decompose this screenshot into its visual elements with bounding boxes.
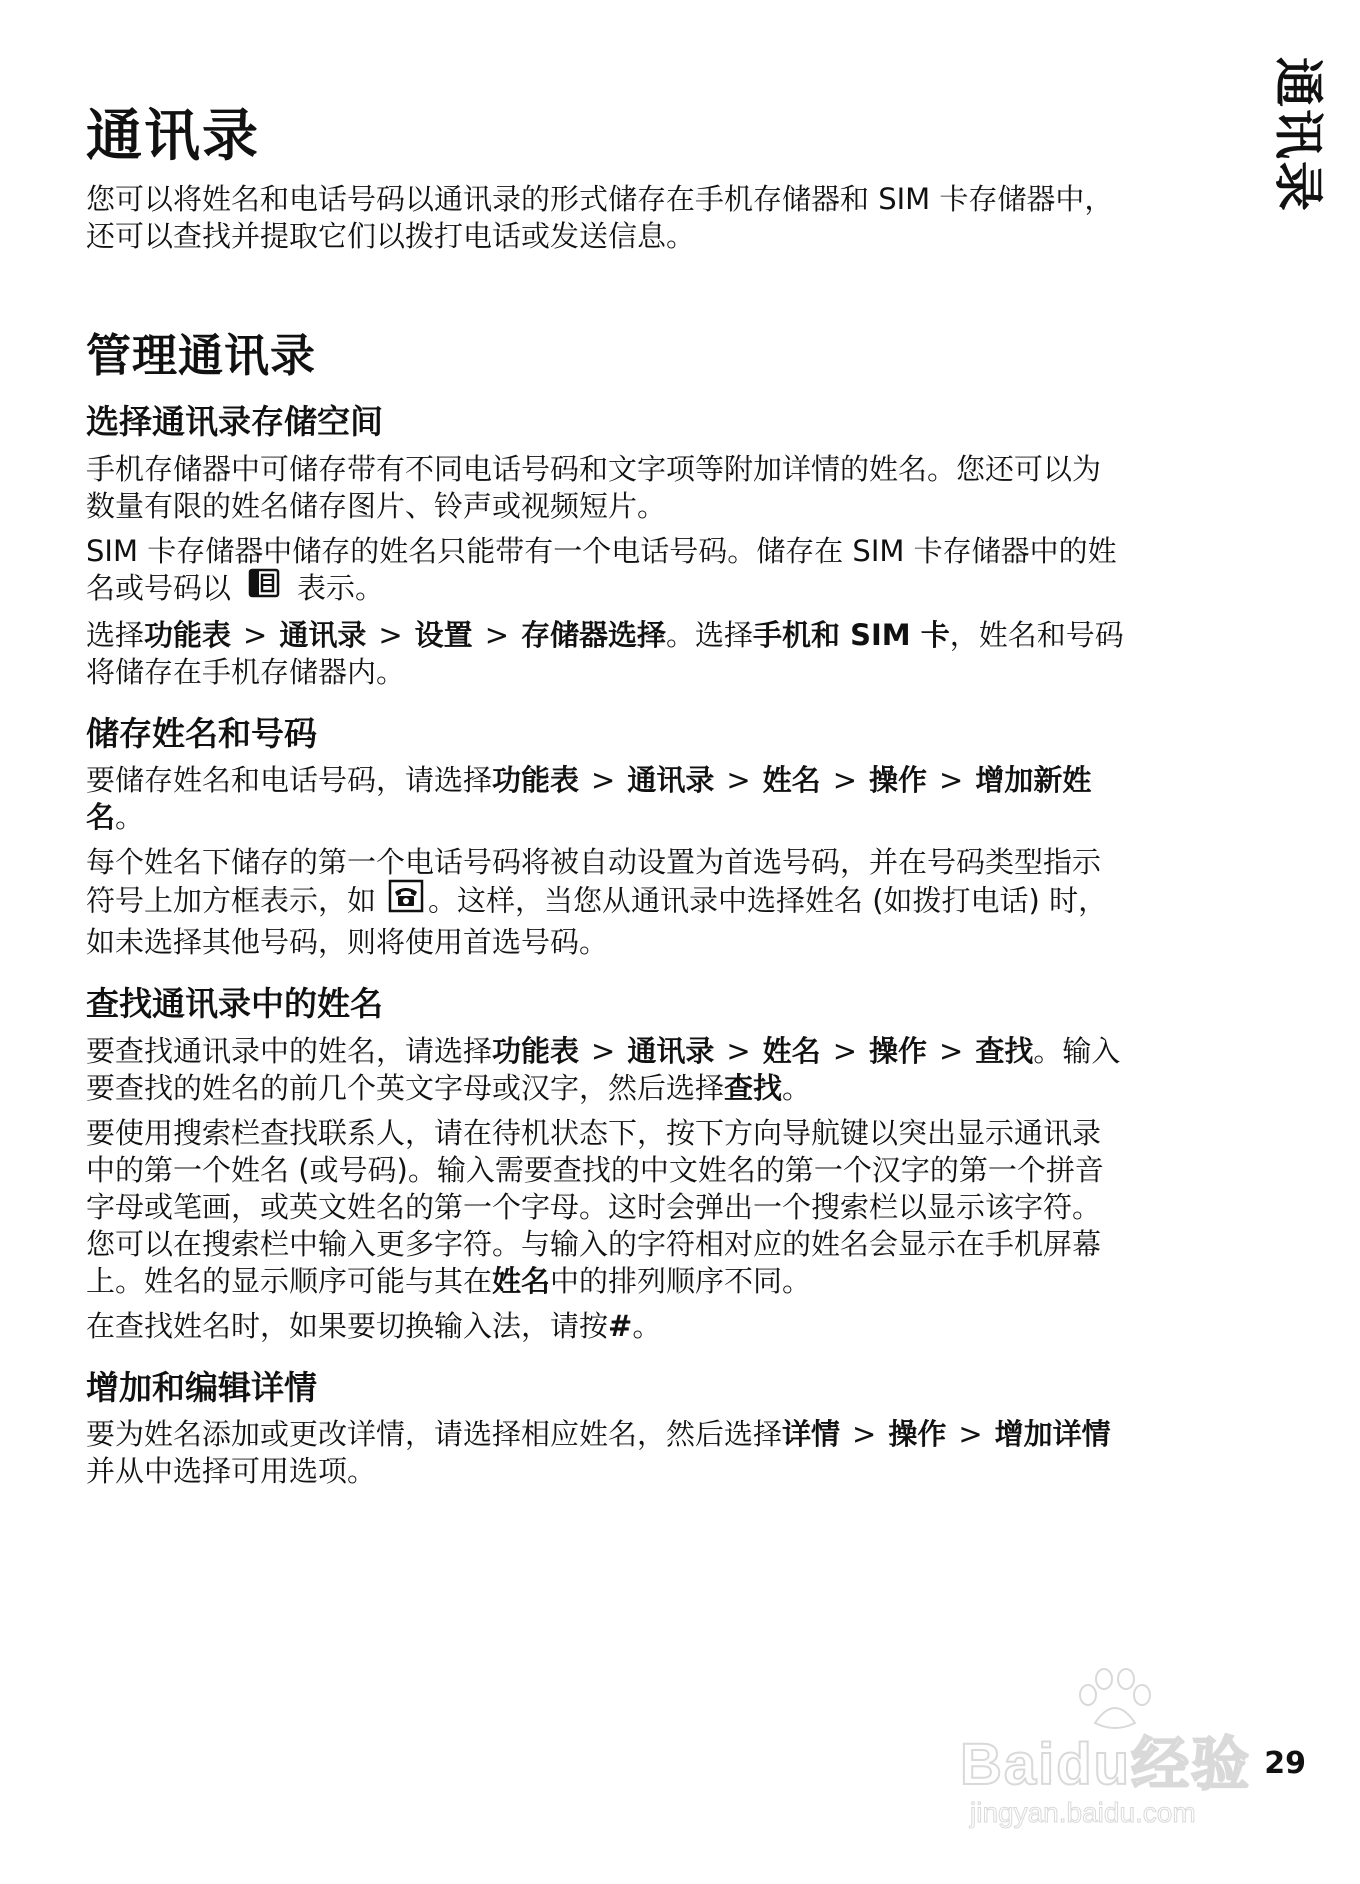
menu-path-item: 功能表 [492,1033,580,1068]
text: 要查找的姓名的前几个英文字母或汉字，然后选择 [86,1070,725,1105]
page-title: 通讯录 [86,104,260,169]
find-paragraph-1 [86,1033,1216,1107]
path-separator: > [591,1033,616,1068]
option-name: 手机和 SIM 卡 [753,618,950,653]
path-separator: > [726,763,751,798]
menu-path-item: 详情 [782,1416,841,1451]
menu-path-item: 操作 [869,1033,928,1068]
text: 中的排列顺序不同。 [550,1263,812,1298]
hash-key: # [608,1308,633,1343]
text: 。 [632,1308,662,1343]
text: 要为姓名添加或更改详情，请选择相应姓名，然后选择 [86,1416,783,1451]
text: 。输入 [1033,1033,1121,1068]
section-title: 管理通讯录 [86,329,317,383]
menu-path-item: 查找 [724,1070,783,1105]
watermark-brand: Baidu经验 [960,1732,1252,1797]
text: 。选择 [666,618,754,653]
find-paragraph-2 [86,1115,1216,1300]
intro-paragraph [86,181,1216,255]
path-separator: > [852,1416,877,1451]
page-content [86,105,1216,1498]
menu-path-item: 操作 [869,763,928,798]
watermark-url: jingyan.baidu.com [970,1797,1196,1828]
menu-path-item: 设置 [414,618,473,653]
heading-save-name: 储存姓名和号码 [86,714,317,754]
text: 每个姓名下储存的第一个电话号码将被自动设置为首选号码，并在号码类型指示 [86,845,1102,880]
menu-path-item: 通讯录 [279,618,367,653]
text: 要查找通讯录中的姓名，请选择 [86,1033,493,1068]
path-separator: > [939,1033,964,1068]
menu-path-item: 增加详情 [994,1416,1111,1451]
text: 并从中选择可用选项。 [86,1453,377,1488]
menu-path-item: 存储器选择 [521,618,667,653]
storage-p1-line-1: 手机存储器中可储存带有不同电话号码和文字项等附加详情的姓名。您还可以为 [86,451,1102,486]
baidu-watermark [960,1665,1290,1840]
page-number: 29 [1264,1746,1306,1781]
menu-path-item: 姓名 [492,1263,551,1298]
text: 。 [782,1070,812,1105]
heading-edit-details: 增加和编辑详情 [86,1367,317,1407]
side-tab-label: 通讯录 [1269,57,1327,213]
storage-paragraph-1 [86,451,1216,525]
path-separator: > [243,618,268,653]
path-separator: > [939,763,964,798]
menu-path-item: 通讯录 [627,1033,715,1068]
find-paragraph-3 [86,1308,1216,1345]
storage-p2-line-1: SIM 卡存储器中储存的姓名只能带有一个电话号码。储存在 SIM 卡存储器中的姓 [86,533,1117,568]
storage-p2-pre: 名或号码以 [86,570,232,605]
menu-path-item: 通讯录 [627,763,715,798]
menu-path-item: 查找 [975,1033,1034,1068]
path-separator: > [832,763,857,798]
path-separator: > [484,618,509,653]
intro-line-1: 您可以将姓名和电话号码以通讯录的形式储存在手机存储器和 SIM 卡存储器中， [86,182,1114,217]
storage-p1-line-2: 数量有限的姓名储存图片、铃声或视频短片。 [86,488,667,523]
text: 在查找姓名时，如果要切换输入法，请按 [86,1308,609,1343]
menu-path-item: 姓名 [762,1033,821,1068]
save-paragraph-1 [86,762,1216,836]
menu-path-item: 功能表 [144,618,232,653]
text: 符号上加方框表示，如 [86,883,377,918]
text: 上。姓名的显示顺序可能与其在 [86,1263,493,1298]
heading-find-name: 查找通讯录中的姓名 [86,984,383,1024]
menu-path-item: 名 [86,800,116,835]
menu-path-item: 功能表 [492,763,580,798]
side-tab [1269,50,1332,220]
phone-framed-icon [388,879,424,922]
path-separator: > [591,763,616,798]
heading-storage: 选择通讯录存储空间 [86,402,383,442]
save-paragraph-2 [86,844,1216,961]
storage-paragraph-3 [86,617,1216,691]
storage-p2-post: 表示。 [297,570,385,605]
path-separator: > [726,1033,751,1068]
menu-path-item: 操作 [888,1416,947,1451]
menu-path-item: 姓名 [762,763,821,798]
intro-line-2: 还可以查找并提取它们以拨打电话或发送信息。 [86,219,696,254]
text: 将储存在手机存储器内。 [86,655,406,690]
path-separator: > [958,1416,983,1451]
text: 中的第一个姓名 (或号码)。输入需要查找的中文姓名的第一个汉字的第一个拼音 [86,1152,1104,1187]
text: 要储存姓名和电话号码，请选择 [86,763,493,798]
text: 要使用搜索栏查找联系人，请在待机状态下，按下方向导航键以突出显示通讯录 [86,1115,1102,1150]
menu-path-item: 增加新姓 [975,763,1092,798]
sim-card-icon [247,568,281,607]
text: 字母或笔画，或英文姓名的第一个字母。这时会弹出一个搜索栏以显示该字符。 [86,1189,1102,1224]
text: 如未选择其他号码，则将使用首选号码。 [86,925,609,960]
path-separator: > [832,1033,857,1068]
edit-paragraph-1 [86,1416,1216,1490]
text: 选择 [86,618,145,653]
text: 您可以在搜索栏中输入更多字符。与输入的字符相对应的姓名会显示在手机屏幕 [86,1226,1102,1261]
storage-paragraph-2 [86,533,1216,610]
text: 。 [115,800,145,835]
text: 。这样，当您从通讯录中选择姓名 (如拨打电话) 时， [428,883,1108,918]
path-separator: > [378,618,403,653]
text: ，姓名和号码 [949,618,1124,653]
